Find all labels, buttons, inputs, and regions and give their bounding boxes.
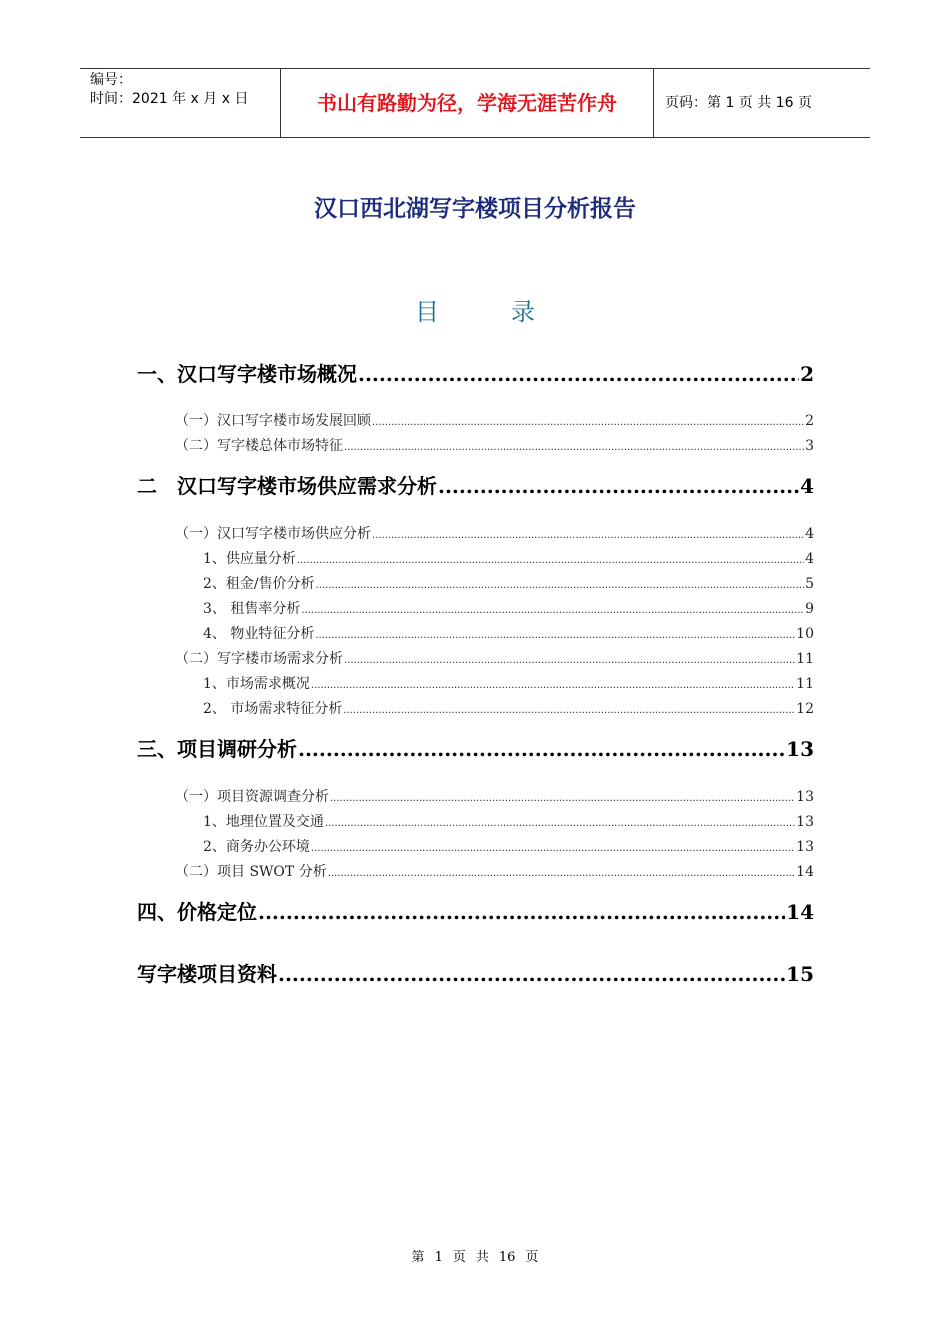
footer-part: 第 (411, 1250, 425, 1265)
toc-entry-text: 1、地理位置及交通 (203, 814, 324, 830)
toc-leader (311, 843, 795, 854)
toc-entry-page: 3 (805, 438, 814, 454)
page-header (80, 68, 870, 138)
toc-leader (372, 530, 804, 541)
toc-leader (258, 900, 785, 924)
toc-entry[interactable] (137, 470, 814, 499)
toc-entry-page: 13 (796, 814, 814, 830)
toc-entry-page: 13 (786, 737, 814, 761)
toc-entry-text: （二）项目 SWOT 分析 (175, 864, 327, 880)
toc-entry-page: 10 (796, 626, 814, 642)
toc-entry-text: （二）写字楼市场需求分析 (175, 651, 343, 667)
toc-entry-page: 12 (796, 701, 814, 717)
toc-entry-page: 14 (796, 864, 814, 880)
toc-entry[interactable] (203, 548, 814, 568)
footer-part: 页 (452, 1250, 466, 1265)
toc-leader (316, 580, 804, 591)
toc-entry-page: 4 (805, 526, 814, 542)
toc-entry-text: 2、 市场需求特征分析 (203, 701, 343, 717)
document-title: 汉口西北湖写字楼项目分析报告 (314, 196, 636, 222)
toc-leader (358, 362, 799, 386)
toc-entry[interactable] (203, 836, 814, 856)
toc-entry-page: 11 (796, 676, 814, 692)
toc-entry-text: （一）汉口写字楼市场供应分析 (175, 526, 371, 542)
toc-entry-page: 2 (805, 413, 814, 429)
toc-entry-text: 2、商务办公环境 (203, 839, 310, 855)
toc-entry-text: （一）汉口写字楼市场发展回顾 (175, 413, 371, 429)
toc-entry-page: 4 (800, 474, 814, 498)
toc-entry-page: 11 (796, 651, 814, 667)
toc-entry[interactable] (137, 358, 814, 387)
date-label: 时间：2021 年 x 月 x 日 (90, 91, 249, 107)
toc-entry[interactable] (137, 958, 814, 987)
toc-leader (330, 793, 795, 804)
toc-leader (328, 868, 795, 879)
toc-entry-page: 14 (786, 900, 814, 924)
toc-heading-char: 目 (415, 298, 439, 326)
toc-entry[interactable] (137, 733, 814, 762)
toc-leader (315, 630, 795, 641)
toc-leader (372, 417, 804, 428)
toc-entry-text: 1、市场需求概况 (203, 676, 310, 692)
toc-leader (298, 737, 785, 761)
footer-part: 页 (525, 1250, 539, 1265)
toc-leader (311, 680, 795, 691)
toc-leader (278, 962, 785, 986)
toc-entry-text: 四、价格定位 (137, 900, 257, 924)
header-page-cell (655, 69, 870, 137)
toc-leader (343, 705, 795, 716)
toc-entry[interactable] (175, 523, 814, 543)
toc-heading-char: 录 (511, 298, 535, 326)
toc-entry-text: 写字楼项目资料 (137, 962, 277, 986)
toc-entry-text: （二）写字楼总体市场特征 (175, 438, 343, 454)
toc-entry-text: 1、供应量分析 (203, 551, 296, 567)
toc-leader (325, 818, 795, 829)
toc-entry[interactable] (203, 598, 814, 618)
toc-leader (301, 605, 804, 616)
motto: 书山有路勤为径，学海无涯苦作舟 (317, 91, 617, 115)
toc-entry-text: 二 汉口写字楼市场供应需求分析 (137, 474, 437, 498)
toc-entry-page: 15 (786, 962, 814, 986)
toc-entry-page: 5 (805, 576, 814, 592)
number-label: 编号： (90, 72, 132, 88)
header-motto-cell (281, 69, 654, 137)
header-page-info: 页码：第 1 页 共 16 页 (665, 95, 812, 111)
toc-entry-text: 三、项目调研分析 (137, 737, 297, 761)
toc-heading (0, 292, 950, 327)
toc-entry[interactable] (203, 673, 814, 693)
toc-entry-page: 4 (805, 551, 814, 567)
footer-part: 共 (475, 1250, 489, 1265)
toc-entry-page: 9 (805, 601, 814, 617)
toc-entry-text: 4、 物业特征分析 (203, 626, 315, 642)
toc-leader (344, 442, 804, 453)
toc-entry-page: 13 (796, 839, 814, 855)
toc-leader (297, 555, 804, 566)
page-footer (0, 1246, 950, 1265)
toc-entry[interactable] (175, 648, 814, 668)
toc-entry[interactable] (175, 435, 814, 455)
toc-entry[interactable] (175, 410, 814, 430)
toc-entry[interactable] (203, 623, 814, 643)
toc-entry-page: 2 (800, 362, 814, 386)
toc-entry-text: 2、租金/售价分析 (203, 576, 315, 592)
toc-entry-page: 13 (796, 789, 814, 805)
toc-entry[interactable] (203, 811, 814, 831)
header-meta-cell (80, 69, 281, 137)
footer-total-pages: 16 (498, 1250, 516, 1265)
toc-entry[interactable] (203, 698, 814, 718)
footer-current-page: 1 (434, 1250, 443, 1265)
toc-leader (438, 474, 799, 498)
toc-entry[interactable] (175, 861, 814, 881)
toc-entry[interactable] (203, 573, 814, 593)
toc-entry-text: （一）项目资源调查分析 (175, 789, 329, 805)
toc-entry-text: 3、 租售率分析 (203, 601, 301, 617)
toc-leader (344, 655, 795, 666)
toc-entry-text: 一、汉口写字楼市场概况 (137, 362, 357, 386)
toc-entry[interactable] (175, 786, 814, 806)
toc-entry[interactable] (137, 896, 814, 925)
